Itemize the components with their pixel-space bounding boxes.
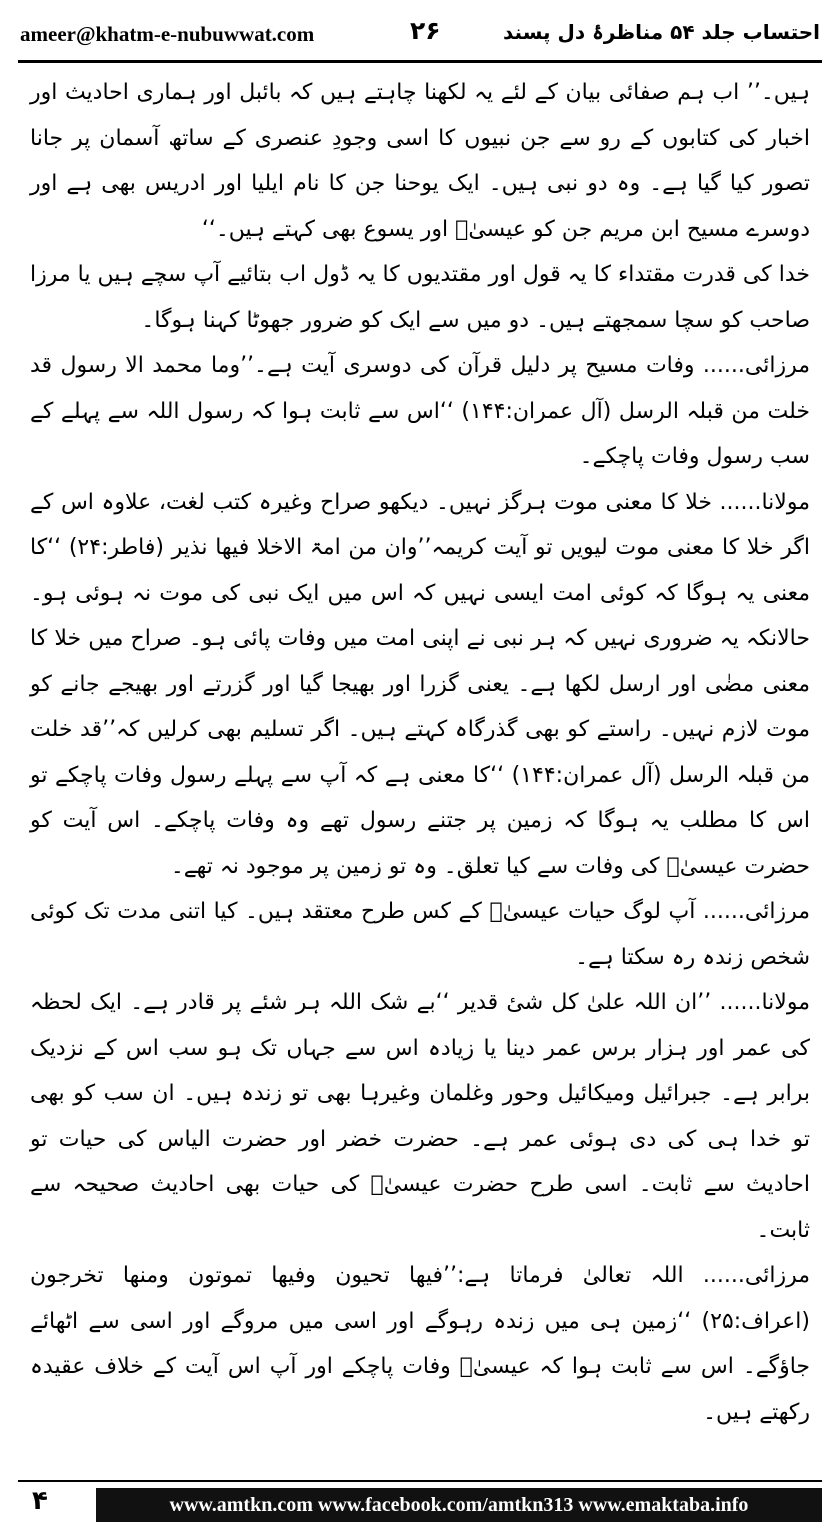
footer-links: www.amtkn.com www.facebook.com/amtkn313 www.emaktaba.info [96, 1488, 822, 1522]
header-divider [18, 60, 822, 63]
paragraph-2: خدا کی قدرت مقتداء کا یہ قول اور مقتدیوں کا یہ ڈول اب بتائیے آپ سچے ہیں یا مرزا صاحب کو سچا سمجھتے ہیں۔ دو میں سے ایک کو ضرور جھوٹا کہنا ہوگا۔ [30, 262, 810, 333]
paragraph-6: مولانا...... ’’ان اللہ علیٰ کل شیٔ قدیر ‘‘بے شک اللہ ہر شئے پر قادر ہے۔ ایک لحظہ کی عمر اور ہزار برس عمر دینا یا زیادہ اس سے جہاں تک ہو سب اس کے نزدیک برابر ہے۔ جبرائیل ومیکائیل وحور وغلمان وغیرہا بھی تو زندہ ہیں۔ ان سب کو بھی تو خدا ہی کی دی ہوئی عمر ہے۔ حضرت خضر اور حضرت الیاس کی حیات تو احادیث سے ثابت۔ اسی طرح حضرت عیسیٰؑ کی حیات بھی احادیث صحیحہ سے ثابت۔ [30, 990, 810, 1243]
header-email: ameer@khatm-e-nubuwwat.com [20, 22, 315, 46]
page-header [20, 14, 820, 54]
book-title: احتساب جلد ۵۴ مناظرۂ دل پسند [502, 20, 820, 44]
paragraph-5: مرزائی...... آپ لوگ حیات عیسیٰؑ کے کس طرح معتقد ہیں۔ کیا اتنی مدت تک کوئی شخص زندہ رہ سکتا ہے۔ [30, 899, 810, 970]
paragraph-3: مرزائی...... وفات مسیح پر دلیل قرآن کی دوسری آیت ہے۔’’وما محمد الا رسول قد خلت من قبلہ الرسل (آل عمران:۱۴۴) ‘‘اس سے ثابت ہوا کہ رسول اللہ سے پہلے کے سب رسول وفات پاچکے۔ [30, 353, 810, 469]
paragraph-1: ہیں۔’’ اب ہم صفائی بیان کے لئے یہ لکھنا چاہتے ہیں کہ بائبل اور ہماری احادیث اور اخبار کی کتابوں کے رو سے جن نبیوں کا اسی وجودِ عنصری کے ساتھ آسمان پر جانا تصور کیا گیا ہے۔ وہ دو نبی ہیں۔ ایک یوحنا جن کا نام ایلیا اور ادریس بھی ہے اور دوسرے مسیح ابن مریم جن کو عیسیٰؑ اور یسوع بھی کہتے ہیں۔‘‘ [30, 80, 810, 242]
page-footer [18, 1480, 822, 1522]
paragraph-4: مولانا...... خلا کا معنی موت ہرگز نہیں۔ دیکھو صراح وغیرہ کتب لغت، علاوہ اس کے اگر خلا کا معنی موت لیویں تو آیت کریمہ’’وان من امۃ الاخلا فیھا نذیر (فاطر:۲۴) ‘‘کا معنی یہ ہوگا کہ کوئی امت ایسی نہیں کہ اس میں ایک نبی کی موت نہ ہوئی ہو۔ حالانکہ یہ ضروری نہیں کہ ہر نبی نے اپنی امت میں وفات پائی ہو۔ صراح میں خلا کا معنی مضٰی اور ارسل لکھا ہے۔ یعنی گزرا اور بھیجا گیا اور گزرتے اور بھیجے جانے کو موت لازم نہیں۔ راستے کو بھی گذرگاہ کہتے ہیں۔ اگر تسلیم بھی کرلیں کہ’’قد خلت من قبلہ الرسل (آل عمران:۱۴۴) ‘‘کا معنی ہے کہ آپ سے پہلے رسول وفات پاچکے تو اس کا مطلب یہ ہوگا کہ زمین پر جتنے رسول تھے وہ وفات پاچکے۔ اس آیت کو حضرت عیسیٰؑ کی وفات سے کیا تعلق۔ وہ تو زمین پر موجود نہ تھے۔ [30, 489, 810, 879]
footer-page-marker: ۴ [32, 1486, 48, 1516]
page-number: ۲۶ [410, 16, 441, 45]
page-body [30, 70, 810, 1435]
paragraph-7: مرزائی...... اللہ تعالیٰ فرماتا ہے:’’فیھا تحیون وفیھا تموتون ومنھا تخرجون (اعراف:۲۵) ‘‘زمین ہی میں زندہ رہوگے اور اسی میں مروگے اور اسی سے اٹھائے جاؤگے۔ اس سے ثابت ہوا کہ عیسیٰؑ وفات پاچکے اور آپ اس آیت کے خلاف عقیدہ رکھتے ہیں۔ [30, 1263, 810, 1425]
